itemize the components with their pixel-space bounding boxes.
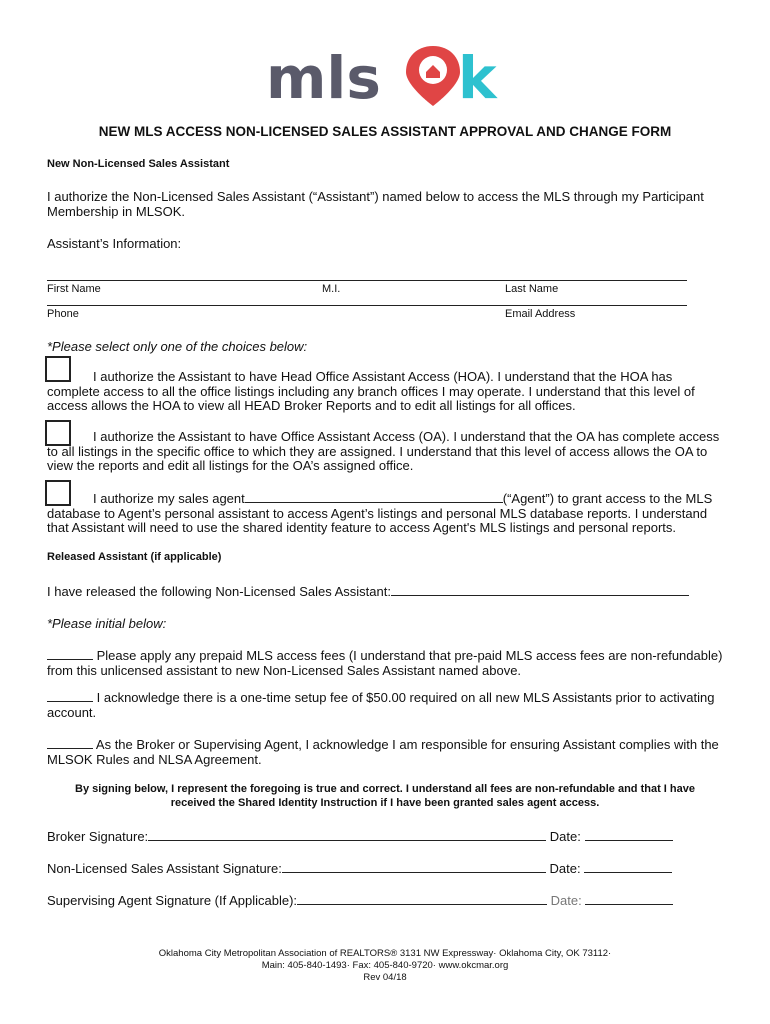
mlsok-logo-graphic bbox=[266, 40, 506, 108]
assistant-signature-field[interactable] bbox=[282, 860, 546, 873]
logo-text-mls: mls bbox=[266, 44, 381, 108]
assistant-info-label: Assistant’s Information: bbox=[47, 236, 182, 251]
choice-agent-text bbox=[47, 490, 727, 536]
supervising-date-field[interactable] bbox=[585, 892, 673, 905]
choice-hoa-text bbox=[47, 370, 727, 414]
initial-broker-responsibility bbox=[47, 736, 727, 767]
choice-hoa-label: I authorize the Assistant to have Head Office Assistant Access (HOA). I understand that the HOA has complete access to all the office listings including any branch offices I may operate. I understand that this level of access allows the HOA to view all HEAD Broker Reports and to edit all listings for all offices. bbox=[47, 369, 695, 413]
supervising-date-label: Date: bbox=[550, 893, 582, 908]
supervising-signature-field[interactable] bbox=[297, 892, 547, 905]
initial-field-prepaid[interactable] bbox=[47, 647, 93, 660]
first-name-label: First Name bbox=[47, 283, 101, 295]
released-assistant-label: I have released the following Non-Licensed Sales Assistant: bbox=[47, 584, 391, 599]
initial-broker-text: As the Broker or Supervising Agent, I acknowledge I am responsible for ensuring Assistant complies with the MLSOK Rules and NLSA Agreement. bbox=[47, 737, 719, 767]
form-title: NEW MLS ACCESS NON-LICENSED SALES ASSISTANT APPROVAL AND CHANGE FORM bbox=[98, 124, 672, 139]
supervising-signature-label: Supervising Agent Signature (If Applicable): bbox=[47, 893, 298, 908]
section-heading-released: Released Assistant (if applicable) bbox=[47, 551, 222, 563]
agent-name-field[interactable] bbox=[245, 490, 503, 503]
initial-prepaid-text: Please apply any prepaid MLS access fees (I understand that pre-paid MLS access fees are non-refundable) from this unlicensed assistant to new Non-Licensed Sales Assistant named above. bbox=[47, 648, 723, 678]
broker-signature-field[interactable] bbox=[148, 828, 546, 841]
name-input-line[interactable] bbox=[47, 280, 687, 281]
choice-instruction: *Please select only one of the choices below: bbox=[47, 339, 308, 354]
released-assistant-field[interactable] bbox=[391, 583, 689, 596]
initial-prepaid-fees bbox=[47, 647, 727, 678]
broker-date-label: Date: bbox=[549, 829, 581, 844]
released-assistant-row bbox=[47, 583, 689, 599]
assistant-signature-label: Non-Licensed Sales Assistant Signature: bbox=[47, 861, 282, 876]
attestation-text: By signing below, I represent the foregoing is true and correct. I understand all fees are non-refundable and that I have received the Shared Identity Instruction if I have been granted sales agent access. bbox=[75, 783, 695, 809]
assistant-date-label: Date: bbox=[549, 861, 581, 876]
mlsok-logo bbox=[266, 40, 506, 108]
choice-oa-text bbox=[47, 430, 727, 474]
footer-contact: Main: 405-840-1493· Fax: 405-840-9720· www.okcmar.org bbox=[261, 960, 509, 971]
footer-address: Oklahoma City Metropolitan Association of REALTORS® 3131 NW Expressway· Oklahoma City, OK 73112· bbox=[158, 948, 612, 959]
mi-label: M.I. bbox=[322, 283, 341, 295]
choice-agent-label-after: (“Agent”) to grant access to the MLS database to Agent’s personal assistant to access Agent’s listings and personal MLS database reports. I understand that Assistant will need to use the shared identity feature to access Agent's MLS listings and personal reports. bbox=[47, 491, 713, 535]
initial-field-broker[interactable] bbox=[47, 736, 93, 749]
broker-signature-label: Broker Signature: bbox=[47, 829, 149, 844]
initial-instruction: *Please initial below: bbox=[47, 616, 167, 631]
choice-agent-label-before: I authorize my sales agent bbox=[93, 491, 245, 506]
phone-label: Phone bbox=[47, 308, 79, 320]
choice-oa-label: I authorize the Assistant to have Office Assistant Access (OA). I understand that the OA has complete access to all listings in the specific office to which they are assigned. I understand that this level of access allows the OA to view the reports and edit all listings for the OA’s assigned office. bbox=[47, 429, 720, 473]
email-label: Email Address bbox=[505, 308, 576, 320]
supervising-signature-row bbox=[47, 892, 673, 908]
contact-input-line[interactable] bbox=[47, 305, 687, 306]
authorization-intro: I authorize the Non-Licensed Sales Assistant (“Assistant”) named below to access the MLS through my Participant Membership in MLSOK. bbox=[47, 189, 704, 219]
assistant-signature-row bbox=[47, 860, 672, 876]
footer bbox=[0, 948, 770, 984]
logo-text-k: k bbox=[458, 44, 497, 108]
broker-signature-row bbox=[47, 828, 673, 844]
initial-setup-fee-text: I acknowledge there is a one-time setup fee of $50.00 required on all new MLS Assistants prior to activating account. bbox=[47, 690, 715, 720]
footer-revision: Rev 04/18 bbox=[363, 972, 407, 983]
last-name-label: Last Name bbox=[505, 283, 559, 295]
initial-setup-fee bbox=[47, 689, 727, 720]
section-heading-new-assistant: New Non-Licensed Sales Assistant bbox=[47, 158, 230, 170]
initial-field-setup-fee[interactable] bbox=[47, 689, 93, 702]
broker-date-field[interactable] bbox=[585, 828, 673, 841]
map-pin-icon bbox=[406, 46, 460, 106]
assistant-date-field[interactable] bbox=[584, 860, 672, 873]
